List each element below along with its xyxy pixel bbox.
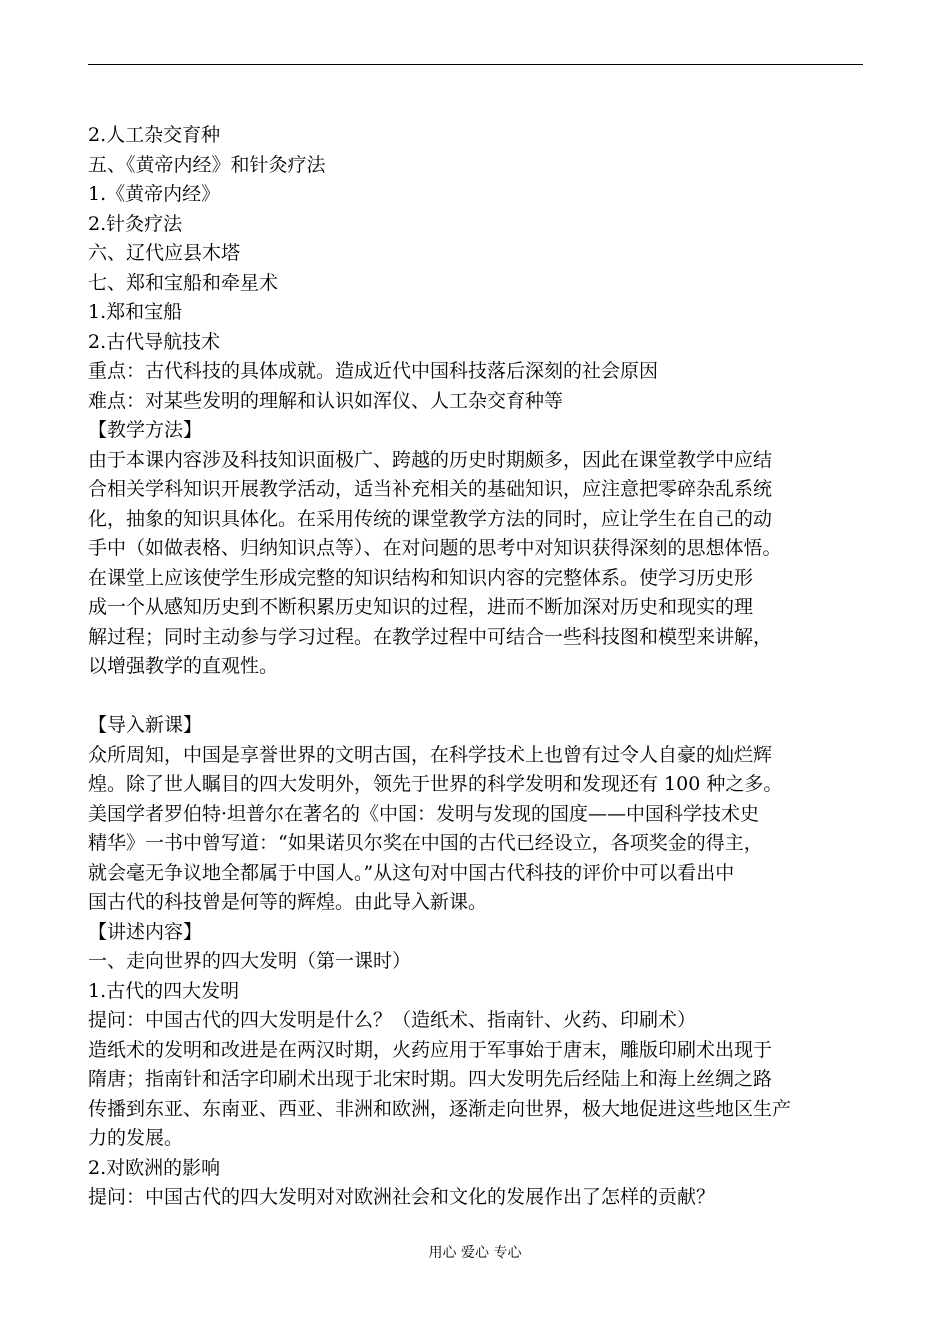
section-heading: 一、走向世界的四大发明（第一课时） bbox=[88, 950, 412, 972]
blank-line bbox=[88, 682, 868, 712]
header-rule bbox=[88, 64, 863, 65]
text-line: 2.针灸疗法 bbox=[88, 212, 183, 235]
paragraph-line: 以增强教学的直观性。 bbox=[88, 655, 279, 677]
difficulties-line: 难点：对某些发明的理解和认识如浑仪、人工杂交育种等 bbox=[88, 389, 564, 412]
introduction-heading: 【导入新课】 bbox=[88, 714, 203, 736]
question-line: 提问：中国古代的四大发明是什么？（造纸术、指南针、火药、印刷术） bbox=[88, 1009, 697, 1031]
text-line: 2.人工杂交育种 bbox=[88, 124, 221, 146]
paragraph-line: 由于本课内容涉及科技知识面极广、跨越的历史时期颇多，因此在课堂教学中应结 bbox=[88, 448, 773, 471]
section-heading: 七、郑和宝船和牵星术 bbox=[88, 271, 279, 294]
paragraph-line: 在课堂上应该使学生形成完整的知识结构和知识内容的完整体系。使学习历史形 bbox=[88, 566, 754, 589]
paragraph-line: 美国学者罗伯特·坦普尔在著名的《中国：发明与发现的国度——中国科学技术史 bbox=[88, 802, 760, 825]
paragraph-line: 合相关学科知识开展教学活动，适当补充相关的基础知识，应注意把零碎杂乱系统 bbox=[88, 478, 773, 500]
paragraph-line: 传播到东亚、东南亚、西亚、非洲和欧洲，逐渐走向世界，极大地促进这些地区生产 bbox=[88, 1097, 792, 1120]
section-heading: 六、辽代应县木塔 bbox=[88, 242, 241, 264]
paragraph-line: 煌。除了世人瞩目的四大发明外，领先于世界的科学发明和发现还有 100 种之多。 bbox=[88, 773, 783, 795]
lecture-content-heading: 【讲述内容】 bbox=[88, 920, 203, 943]
key-points-line: 重点：古代科技的具体成就。造成近代中国科技落后深刻的社会原因 bbox=[88, 360, 659, 382]
paragraph-line: 国古代的科技曾是何等的辉煌。由此导入新课。 bbox=[88, 891, 488, 913]
paragraph-line: 力的发展。 bbox=[88, 1127, 184, 1149]
question-line: 提问：中国古代的四大发明对对欧洲社会和文化的发展作出了怎样的贡献？ bbox=[88, 1186, 716, 1208]
paragraph-line: 化，抽象的知识具体化。在采用传统的课堂教学方法的同时，应让学生在自己的动 bbox=[88, 507, 773, 530]
paragraph-line: 造纸术的发明和改进是在两汉时期，火药应用于军事始于唐末，雕版印刷术出现于 bbox=[88, 1038, 773, 1061]
paragraph-line: 手中（如做表格、归纳知识点等）、在对问题的思考中对知识获得深刻的思想体悟。 bbox=[88, 537, 782, 559]
section-heading: 五、《黄帝内经》和针灸疗法 bbox=[88, 153, 326, 176]
teaching-method-heading: 【教学方法】 bbox=[88, 419, 203, 441]
paragraph-line: 解过程；同时主动参与学习过程。在教学过程中可结合一些科技图和模型来讲解， bbox=[88, 625, 773, 648]
text-line: 2.古代导航技术 bbox=[88, 330, 221, 353]
paragraph-line: 精华》一书中曾写道：“如果诺贝尔奖在中国的古代已经设立，各项奖金的得主， bbox=[88, 832, 763, 854]
paragraph-line: 众所周知，中国是享誉世界的文明古国，在科学技术上也曾有过令人自豪的灿烂辉 bbox=[88, 743, 773, 766]
paragraph-line: 成一个从感知历史到不断积累历史知识的过程，进而不断加深对历史和现实的理 bbox=[88, 596, 754, 618]
text-line: 2.对欧洲的影响 bbox=[88, 1156, 221, 1179]
paragraph-line: 隋唐；指南针和活字印刷术出现于北宋时期。四大发明先后经陆上和海上丝绸之路 bbox=[88, 1068, 773, 1090]
text-line: 1.古代的四大发明 bbox=[88, 979, 240, 1002]
text-line: 1.郑和宝船 bbox=[88, 301, 183, 323]
paragraph-line: 就会毫无争议地全都属于中国人。”从这句对中国古代科技的评价中可以看出中 bbox=[88, 861, 735, 884]
document-body bbox=[88, 121, 868, 1213]
page-footer: 用心 爱心 专心 bbox=[428, 1245, 522, 1261]
text-line: 1.《黄帝内经》 bbox=[88, 183, 221, 205]
